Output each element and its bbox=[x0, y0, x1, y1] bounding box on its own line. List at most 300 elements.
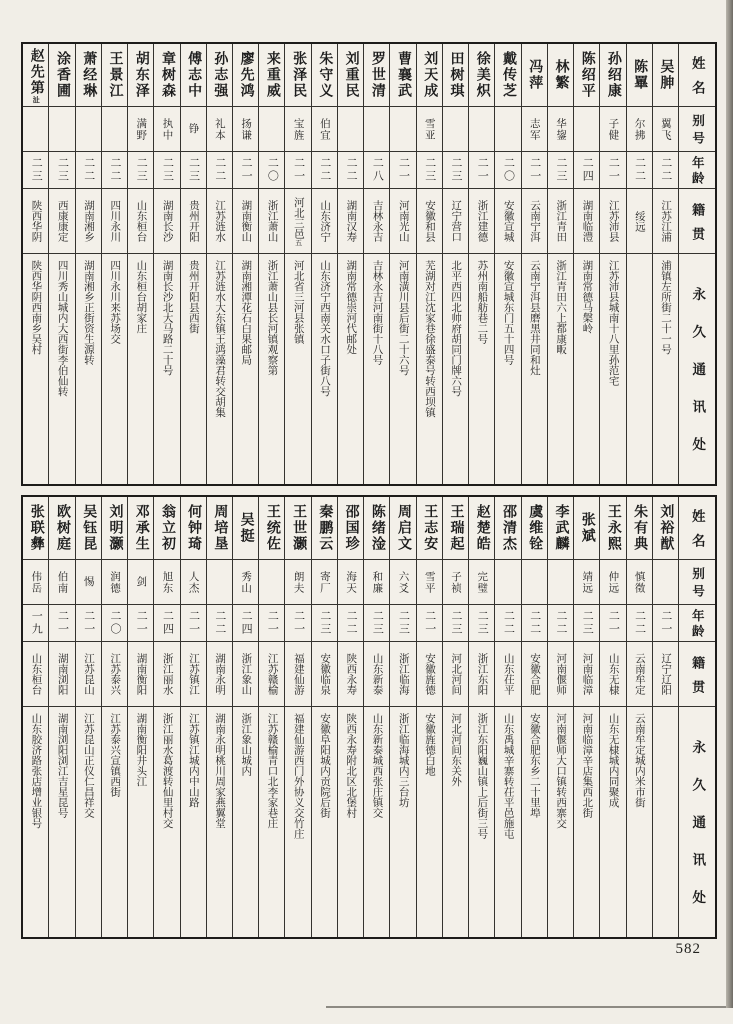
person-age: 二〇 bbox=[108, 610, 121, 636]
person-name: 何钟琦 bbox=[186, 504, 202, 552]
person-address: 山东无棣城内同聚成 bbox=[607, 713, 619, 808]
person-age: 二三 bbox=[161, 157, 174, 183]
header-permanent-address: 永久通讯处 bbox=[690, 287, 706, 475]
person-native-place: 浙江青田 bbox=[555, 200, 567, 242]
person-age-cell bbox=[338, 152, 363, 189]
person-native-place: 安徽临泉 bbox=[319, 653, 331, 695]
person-age: 二一 bbox=[292, 157, 305, 183]
person-alias: 润德 bbox=[108, 570, 120, 594]
person-column bbox=[75, 497, 101, 937]
person-native-place-cell bbox=[600, 189, 625, 254]
person-age-cell bbox=[23, 605, 48, 642]
person-age-cell bbox=[233, 152, 258, 189]
person-age: 二〇 bbox=[266, 157, 279, 183]
directory-table-top bbox=[21, 42, 717, 486]
person-name: 周培垦 bbox=[212, 504, 228, 552]
person-address-cell bbox=[495, 254, 520, 484]
person-name: 秦鹏云 bbox=[317, 504, 333, 552]
person-alias-cell bbox=[417, 560, 442, 605]
person-native-place: 安徽合肥 bbox=[528, 653, 540, 695]
person-name-cell bbox=[574, 44, 599, 107]
person-native-place: 吉林永吉 bbox=[371, 200, 383, 242]
person-native-place-cell bbox=[443, 189, 468, 254]
person-name-cell bbox=[469, 497, 494, 560]
person-alias: 慎徵 bbox=[633, 570, 645, 594]
person-native-place-cell bbox=[76, 189, 101, 254]
person-age: 二二 bbox=[213, 610, 226, 636]
person-address: 江苏沛县城南十八里孙范宅 bbox=[607, 260, 619, 386]
person-address-cell bbox=[259, 254, 284, 484]
person-alias-cell bbox=[181, 560, 206, 605]
person-age-cell bbox=[128, 605, 153, 642]
person-address-cell bbox=[233, 254, 258, 484]
person-name: 王瑞起 bbox=[448, 504, 464, 552]
person-alias: 志军 bbox=[528, 117, 540, 141]
person-address: 江苏泰兴宣镇西街 bbox=[109, 713, 121, 797]
person-name: 朱守义 bbox=[317, 51, 333, 99]
person-native-place: 河南临漳 bbox=[581, 653, 593, 695]
person-alias: 完璧 bbox=[476, 570, 488, 594]
person-column bbox=[363, 497, 389, 937]
person-column bbox=[258, 44, 284, 484]
person-name: 虞维铨 bbox=[527, 504, 543, 552]
person-alias: 伯南 bbox=[56, 570, 68, 594]
person-native-place: 云南牟定 bbox=[633, 653, 645, 695]
person-address: 山东新泰城西张庄镇交 bbox=[371, 713, 383, 818]
person-column bbox=[153, 497, 179, 937]
person-native-place: 山东桓台 bbox=[30, 653, 42, 695]
person-age-cell bbox=[364, 152, 389, 189]
person-address-cell bbox=[23, 254, 48, 484]
person-alias-cell bbox=[312, 107, 337, 152]
person-alias-cell bbox=[128, 107, 153, 152]
header-column bbox=[678, 497, 715, 937]
person-age: 二二 bbox=[528, 610, 541, 636]
person-native-place: 山东新泰 bbox=[371, 653, 383, 695]
header-alias: 别号 bbox=[679, 107, 715, 152]
person-native-note: 五 bbox=[294, 238, 303, 246]
person-address: 江苏赣榆青口北李家巷庄 bbox=[266, 713, 278, 829]
person-alias-cell bbox=[600, 107, 625, 152]
person-alias-cell bbox=[259, 560, 284, 605]
person-name-cell bbox=[522, 497, 547, 560]
person-age-cell bbox=[574, 605, 599, 642]
person-name-cell bbox=[23, 44, 48, 107]
person-column bbox=[48, 497, 74, 937]
person-alias-cell bbox=[390, 107, 415, 152]
person-address: 芜湖对江沈家巷徐盛泰号转西坝镇 bbox=[423, 260, 435, 418]
person-native-place: 湖南永明 bbox=[214, 653, 226, 695]
person-native-place-cell bbox=[495, 642, 520, 707]
person-native-place: 陕西华阴 bbox=[30, 200, 42, 242]
person-alias-cell bbox=[181, 107, 206, 152]
person-age-cell bbox=[627, 605, 652, 642]
person-column bbox=[494, 44, 520, 484]
person-address: 陕西永寿附北区北堡村 bbox=[345, 713, 357, 818]
person-alias-cell bbox=[417, 107, 442, 152]
person-native-place-cell bbox=[285, 642, 310, 707]
person-address: 山东胶济路张店增业银号 bbox=[30, 713, 42, 829]
person-name-cell bbox=[154, 497, 179, 560]
person-column bbox=[311, 497, 337, 937]
person-alias-cell bbox=[443, 107, 468, 152]
person-native-place-cell bbox=[600, 642, 625, 707]
person-column bbox=[416, 44, 442, 484]
person-address-cell bbox=[233, 707, 258, 937]
person-age-cell bbox=[548, 152, 573, 189]
person-column bbox=[363, 44, 389, 484]
person-native-place: 江苏赣榆 bbox=[266, 653, 278, 695]
person-age: 二一 bbox=[607, 610, 620, 636]
person-age-cell bbox=[259, 152, 284, 189]
person-alias-cell bbox=[154, 107, 179, 152]
header-name: 姓名 bbox=[679, 497, 715, 560]
person-native-place: 湖南湘乡 bbox=[83, 200, 94, 242]
person-alias: 礼本 bbox=[213, 117, 225, 141]
person-age-cell bbox=[128, 152, 153, 189]
person-native-place-cell bbox=[364, 642, 389, 707]
person-name-cell bbox=[417, 497, 442, 560]
person-alias-cell bbox=[76, 107, 101, 152]
person-address: 湖南湘潭花石白果邮局 bbox=[240, 260, 252, 365]
person-native-place-cell bbox=[390, 189, 415, 254]
person-alias: 铮 bbox=[187, 123, 199, 135]
person-native-place-cell bbox=[259, 642, 284, 707]
person-native-place: 浙江象山 bbox=[240, 653, 252, 695]
person-age: 二一 bbox=[476, 157, 489, 183]
person-name: 周启文 bbox=[396, 504, 412, 552]
person-name-cell bbox=[128, 44, 153, 107]
person-name-cell bbox=[653, 497, 678, 560]
person-address: 江苏涟水大东镇王鸿藻君转交胡集 bbox=[214, 260, 226, 418]
person-address-cell bbox=[574, 254, 599, 484]
person-address-cell bbox=[390, 707, 415, 937]
person-name-cell bbox=[390, 44, 415, 107]
person-alias-cell bbox=[259, 107, 284, 152]
person-address-cell bbox=[495, 707, 520, 937]
person-name-cell bbox=[259, 44, 284, 107]
person-name-cell bbox=[338, 44, 363, 107]
person-address-cell bbox=[417, 707, 442, 937]
person-age: 二四 bbox=[161, 610, 174, 636]
person-name: 张联彝 bbox=[28, 504, 44, 552]
person-address-cell bbox=[574, 707, 599, 937]
person-native-place-cell bbox=[233, 642, 258, 707]
person-alias-cell bbox=[600, 560, 625, 605]
person-alias-cell bbox=[49, 560, 74, 605]
person-column bbox=[573, 44, 599, 484]
person-alias: 华鋆 bbox=[554, 117, 566, 141]
person-name: 赵楚皓 bbox=[474, 504, 490, 552]
person-age-cell bbox=[312, 152, 337, 189]
person-age-cell bbox=[49, 152, 74, 189]
person-native-place-cell bbox=[390, 642, 415, 707]
person-alias: 惕 bbox=[82, 576, 94, 588]
person-name: 来重威 bbox=[264, 51, 280, 99]
person-native-place-cell bbox=[338, 642, 363, 707]
person-name: 吴钰昆 bbox=[81, 504, 97, 552]
person-alias: 翼飞 bbox=[659, 117, 671, 141]
person-alias-cell bbox=[469, 560, 494, 605]
person-address-cell bbox=[390, 254, 415, 484]
person-alias: 满野 bbox=[135, 117, 147, 141]
person-name-cell bbox=[390, 497, 415, 560]
person-name-cell bbox=[154, 44, 179, 107]
person-name: 邓承生 bbox=[133, 504, 149, 552]
person-age: 二一 bbox=[82, 610, 95, 636]
person-age-cell bbox=[574, 152, 599, 189]
person-age: 二四 bbox=[240, 610, 253, 636]
person-column bbox=[206, 497, 232, 937]
person-name-cell bbox=[233, 44, 258, 107]
person-name-cell bbox=[522, 44, 547, 107]
person-name-cell bbox=[627, 497, 652, 560]
person-name-cell bbox=[469, 44, 494, 107]
person-age: 二二 bbox=[659, 157, 672, 183]
person-alias: 剑 bbox=[135, 576, 147, 588]
person-column bbox=[494, 497, 520, 937]
person-name-cell bbox=[600, 497, 625, 560]
person-column bbox=[599, 44, 625, 484]
person-name-cell bbox=[653, 44, 678, 107]
person-age: 二一 bbox=[607, 157, 620, 183]
person-name-cell bbox=[338, 497, 363, 560]
person-name: 张斌 bbox=[579, 512, 595, 544]
person-age: 二一 bbox=[187, 610, 200, 636]
person-native-place-cell bbox=[574, 189, 599, 254]
person-age: 二二 bbox=[345, 157, 358, 183]
person-native-place-cell bbox=[128, 189, 153, 254]
person-age-cell bbox=[390, 605, 415, 642]
person-native-place: 江苏江浦 bbox=[660, 200, 672, 242]
person-name-cell bbox=[495, 497, 520, 560]
person-address-cell bbox=[102, 254, 127, 484]
person-native-place-cell bbox=[443, 642, 468, 707]
person-address-cell bbox=[522, 254, 547, 484]
person-age: 一九 bbox=[30, 610, 43, 636]
person-age-cell bbox=[154, 605, 179, 642]
person-native-place: 湖南临澧 bbox=[581, 200, 593, 242]
header-age: 年龄 bbox=[679, 605, 715, 642]
person-age: 二三 bbox=[30, 157, 43, 183]
person-native-place-cell bbox=[627, 189, 652, 254]
person-native-place-cell bbox=[469, 642, 494, 707]
person-alias-cell bbox=[233, 107, 258, 152]
person-name: 徐美炽 bbox=[474, 51, 490, 99]
person-column bbox=[652, 44, 678, 484]
person-native-place-cell bbox=[312, 189, 337, 254]
person-native-place-cell bbox=[574, 642, 599, 707]
person-column bbox=[337, 44, 363, 484]
person-name: 欧树庭 bbox=[55, 504, 70, 552]
person-native-place-cell bbox=[548, 189, 573, 254]
person-name: 王永熙 bbox=[605, 504, 621, 552]
person-name: 吴挺 bbox=[238, 512, 254, 544]
person-name: 冯萍 bbox=[527, 59, 543, 91]
person-native-place-cell bbox=[181, 642, 206, 707]
person-name-cell bbox=[207, 44, 232, 107]
person-native-place: 安徽和县 bbox=[424, 200, 436, 242]
header-name: 姓名 bbox=[679, 44, 715, 107]
person-age: 二一 bbox=[266, 610, 279, 636]
person-native-place: 山东茌平 bbox=[502, 653, 514, 695]
person-column bbox=[442, 44, 468, 484]
person-address: 湖南永明桃川周家燕翼堂 bbox=[214, 713, 226, 829]
person-alias-cell bbox=[76, 560, 101, 605]
person-age: 二三 bbox=[450, 157, 463, 183]
person-age-cell bbox=[312, 605, 337, 642]
person-alias-cell bbox=[574, 107, 599, 152]
person-native-place: 浙江萧山 bbox=[266, 200, 278, 242]
person-age-cell bbox=[469, 152, 494, 189]
person-column bbox=[416, 497, 442, 937]
person-name: 王世灏 bbox=[291, 504, 307, 552]
person-column bbox=[389, 497, 415, 937]
person-age: 二二 bbox=[633, 157, 646, 183]
person-address-cell bbox=[417, 254, 442, 484]
person-alias-cell bbox=[23, 560, 48, 605]
directory-table-bottom bbox=[21, 495, 717, 939]
person-address: 湖南常德崇河代邮处 bbox=[345, 260, 357, 355]
person-column bbox=[180, 497, 206, 937]
person-native-place: 绥远 bbox=[633, 210, 645, 232]
person-alias-cell bbox=[627, 107, 652, 152]
person-name-cell bbox=[102, 497, 127, 560]
person-name: 翁立初 bbox=[159, 504, 175, 552]
person-age: 二三 bbox=[476, 610, 489, 636]
person-alias: 伟岳 bbox=[30, 570, 42, 594]
person-column bbox=[652, 497, 678, 937]
person-address: 浙江象山城内 bbox=[240, 713, 252, 776]
person-age-cell bbox=[76, 152, 101, 189]
person-alias: 仲远 bbox=[607, 570, 619, 594]
person-native-place: 河南光山 bbox=[397, 200, 409, 242]
person-address-cell bbox=[548, 254, 573, 484]
person-name-cell bbox=[128, 497, 153, 560]
person-age-cell bbox=[443, 605, 468, 642]
person-native-place: 浙江东阳 bbox=[476, 653, 488, 695]
person-name-cell bbox=[181, 497, 206, 560]
person-native-place: 江苏涟水 bbox=[214, 200, 226, 242]
person-age: 二二 bbox=[318, 157, 331, 183]
person-address: 安徽合肥东乡二十里埠 bbox=[528, 713, 540, 818]
person-alias: 子祯 bbox=[450, 570, 462, 594]
person-alias-cell bbox=[312, 560, 337, 605]
person-name-cell bbox=[443, 44, 468, 107]
person-address-cell bbox=[469, 254, 494, 484]
person-age-cell bbox=[600, 152, 625, 189]
person-name: 刘天成 bbox=[422, 51, 438, 99]
person-native-place: 云南宁洱 bbox=[528, 200, 540, 242]
person-address: 浙江丽水葛渡转仙里村交 bbox=[161, 713, 173, 829]
person-native-place: 江苏昆山 bbox=[83, 653, 94, 695]
person-address: 湖南浏阳浏江吉星昆号 bbox=[56, 713, 68, 818]
person-age: 二二 bbox=[213, 157, 226, 183]
person-address-cell bbox=[627, 254, 652, 484]
person-native-place: 山东桓台 bbox=[135, 200, 147, 242]
person-address-cell bbox=[312, 707, 337, 937]
person-native-place: 浙江建德 bbox=[476, 200, 488, 242]
person-alias-cell bbox=[522, 107, 547, 152]
person-age: 二二 bbox=[108, 157, 121, 183]
person-native-place: 辽宁辽阳 bbox=[660, 653, 672, 695]
person-alias-cell bbox=[443, 560, 468, 605]
person-age: 二三 bbox=[371, 610, 384, 636]
person-address: 四川永川来苏场交 bbox=[109, 260, 121, 344]
person-name-cell bbox=[312, 44, 337, 107]
person-column bbox=[468, 497, 494, 937]
person-column bbox=[23, 497, 48, 937]
person-alias: 雪亚 bbox=[423, 117, 435, 141]
person-name-cell bbox=[102, 44, 127, 107]
person-age-cell bbox=[154, 152, 179, 189]
person-address-cell bbox=[522, 707, 547, 937]
person-address-cell bbox=[128, 254, 153, 484]
person-alias-cell bbox=[364, 560, 389, 605]
person-alias: 雪平 bbox=[423, 570, 435, 594]
person-native-place-cell bbox=[495, 189, 520, 254]
person-column bbox=[101, 497, 127, 937]
person-age: 二八 bbox=[371, 157, 384, 183]
person-column bbox=[284, 44, 310, 484]
person-alias-cell bbox=[653, 560, 678, 605]
person-native-place-cell bbox=[627, 642, 652, 707]
person-name-cell bbox=[76, 497, 101, 560]
person-name: 王统佐 bbox=[264, 504, 280, 552]
person-column bbox=[521, 44, 547, 484]
person-alias: 旭东 bbox=[161, 570, 173, 594]
person-alias-cell bbox=[653, 107, 678, 152]
person-name: 孙志强 bbox=[212, 51, 228, 99]
person-address: 吉林永吉河南街十八号 bbox=[371, 260, 383, 365]
person-age: 二一 bbox=[56, 610, 69, 636]
person-address-cell bbox=[338, 707, 363, 937]
person-name: 刘裕猷 bbox=[658, 504, 674, 552]
person-column bbox=[23, 44, 48, 484]
person-column bbox=[547, 497, 573, 937]
person-name-cell bbox=[49, 44, 74, 107]
person-alias: 寄厂 bbox=[318, 570, 330, 594]
person-address-cell bbox=[653, 707, 678, 937]
person-native-place-cell bbox=[154, 642, 179, 707]
person-alias-cell bbox=[364, 107, 389, 152]
person-age: 二三 bbox=[135, 157, 148, 183]
person-name-cell bbox=[259, 497, 284, 560]
person-age: 二三 bbox=[450, 610, 463, 636]
person-name: 陈罼 bbox=[632, 59, 648, 91]
person-native-place: 山东济宁 bbox=[319, 200, 331, 242]
person-address-cell bbox=[49, 254, 74, 484]
person-age-cell bbox=[522, 605, 547, 642]
person-native-place: 西康康定 bbox=[56, 200, 68, 242]
person-native-place: 江苏沛县 bbox=[607, 200, 619, 242]
person-address-cell bbox=[154, 707, 179, 937]
person-name: 章树森 bbox=[159, 51, 175, 99]
person-alias: 执中 bbox=[161, 117, 173, 141]
person-native-place: 河南偃师 bbox=[555, 653, 567, 695]
person-native-place: 浙江临海 bbox=[397, 653, 409, 695]
person-age-cell bbox=[653, 605, 678, 642]
person-address-cell bbox=[548, 707, 573, 937]
person-address: 湖南衡阳井头江 bbox=[135, 713, 147, 787]
person-name: 林繁 bbox=[553, 59, 569, 91]
person-column bbox=[206, 44, 232, 484]
person-address-cell bbox=[207, 254, 232, 484]
person-address-cell bbox=[364, 707, 389, 937]
person-name: 田树琪 bbox=[448, 51, 464, 99]
person-column bbox=[101, 44, 127, 484]
person-address: 云南宁洱县磨黑井同和灶 bbox=[528, 260, 540, 376]
